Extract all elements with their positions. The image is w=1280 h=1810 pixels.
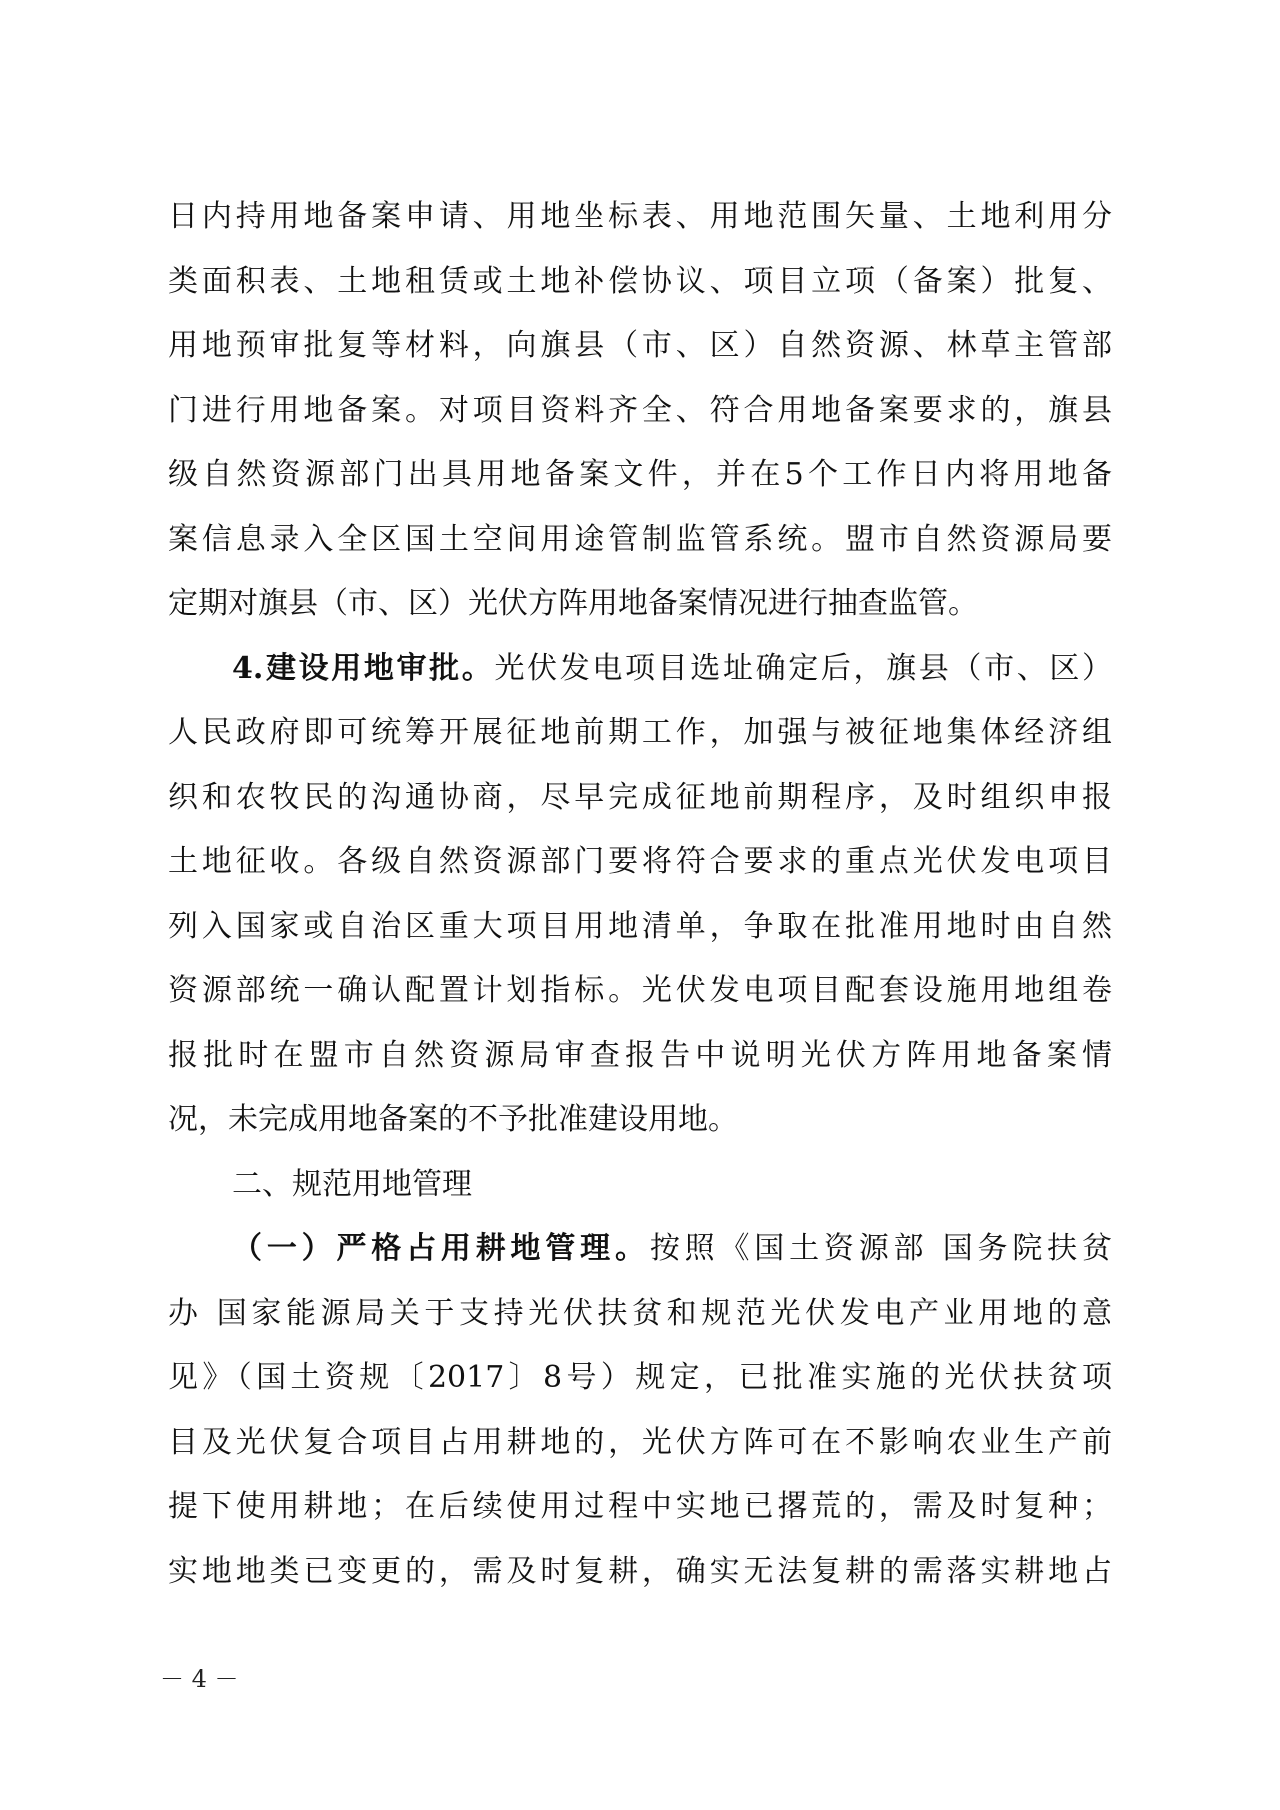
paragraph-first-line — [232, 649, 1112, 689]
paragraph-line: 报批时在盟市自然资源局审查报告中说明光伏方阵用地备案情 — [168, 1038, 1112, 1073]
paragraph-text: 光伏发电项目选址确定后，旗县（市、区） — [494, 651, 1112, 686]
paragraph-line: 级自然资源部门出具用地备案文件，并在5个工作日内将用地备 — [168, 457, 1112, 492]
paragraph-text: 按照《国土资源部 国务院扶贫 — [649, 1231, 1112, 1266]
paragraph-first-line — [232, 1229, 1112, 1269]
paragraph-line: 类面积表、土地租赁或土地补偿协议、项目立项（备案）批复、 — [168, 264, 1112, 299]
paragraph-line: 定期对旗县（市、区）光伏方阵用地备案情况进行抽查监管。 — [168, 586, 978, 621]
page-number: － 4 － — [160, 1665, 239, 1693]
paragraph-line: 用地预审批复等材料，向旗县（市、区）自然资源、林草主管部 — [168, 328, 1112, 363]
subsection-title: 4.建设用地审批。 — [232, 651, 495, 686]
paragraph-line: 土地征收。各级自然资源部门要将符合要求的重点光伏发电项目 — [168, 844, 1112, 879]
paragraph-line: 列入国家或自治区重大项目用地清单，争取在批准用地时由自然 — [168, 909, 1112, 944]
paragraph-line: 日内持用地备案申请、用地坐标表、用地范围矢量、土地利用分 — [168, 199, 1112, 234]
paragraph-line: 资源部统一确认配置计划指标。光伏发电项目配套设施用地组卷 — [168, 973, 1112, 1008]
paragraph-line: 见》（国土资规〔2017〕8号）规定，已批准实施的光伏扶贫项 — [168, 1360, 1112, 1395]
paragraph-line: 目及光伏复合项目占用耕地的，光伏方阵可在不影响农业生产前 — [168, 1425, 1112, 1460]
subsection-title: （一）严格占用耕地管理。 — [232, 1231, 650, 1266]
paragraph-line: 门进行用地备案。对项目资料齐全、符合用地备案要求的，旗县 — [168, 393, 1112, 428]
paragraph-line: 提下使用耕地；在后续使用过程中实地已撂荒的，需及时复种； — [168, 1489, 1112, 1524]
paragraph-line: 人民政府即可统筹开展征地前期工作，加强与被征地集体经济组 — [168, 715, 1112, 750]
paragraph-line: 织和农牧民的沟通协商，尽早完成征地前期程序，及时组织申报 — [168, 780, 1112, 815]
paragraph-line: 况，未完成用地备案的不予批准建设用地。 — [168, 1102, 738, 1137]
paragraph-line: 案信息录入全区国土空间用途管制监管系统。盟市自然资源局要 — [168, 522, 1112, 557]
section-heading: 二、规范用地管理 — [232, 1167, 472, 1202]
paragraph-line: 办 国家能源局关于支持光伏扶贫和规范光伏发电产业用地的意 — [168, 1296, 1112, 1331]
paragraph-line: 实地地类已变更的，需及时复耕，确实无法复耕的需落实耕地占 — [168, 1554, 1112, 1589]
